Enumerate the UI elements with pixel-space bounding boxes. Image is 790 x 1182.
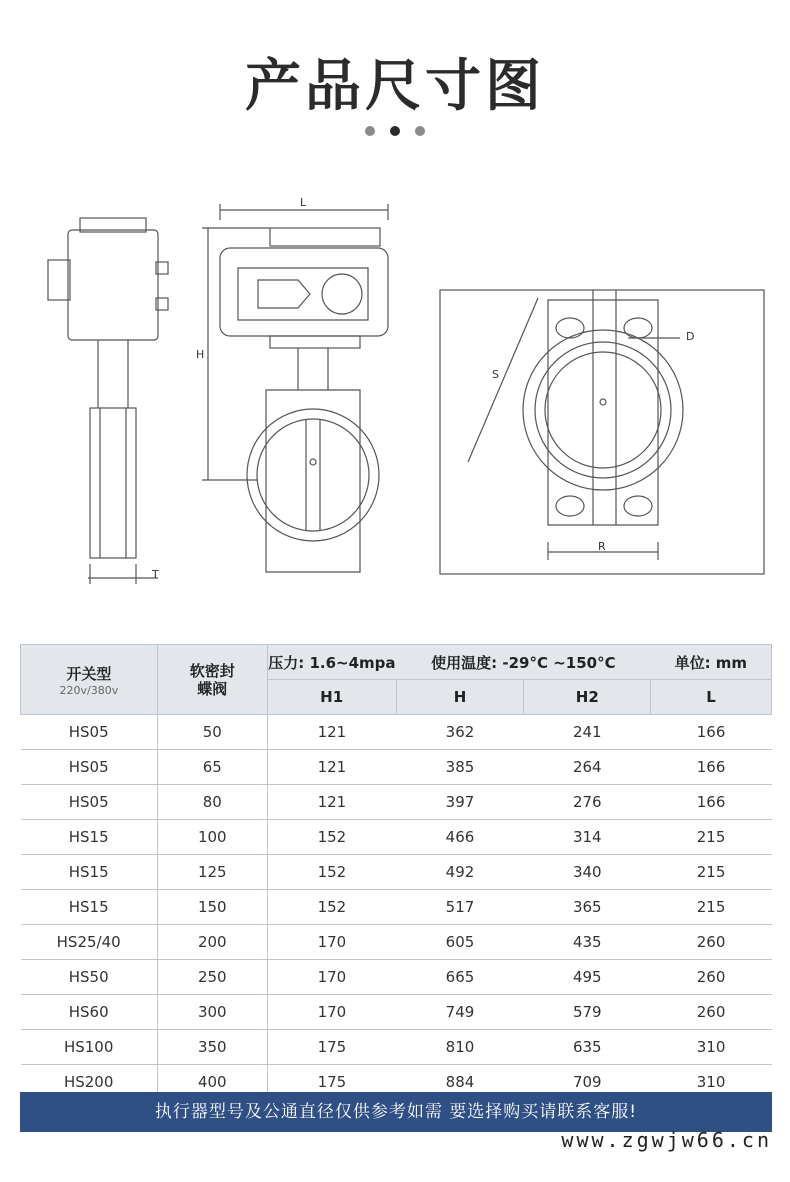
col-h2: H2 xyxy=(524,680,651,715)
cell-model: HS05 xyxy=(21,715,158,750)
header-model-label: 开关型 xyxy=(66,664,112,683)
cell-dn: 150 xyxy=(157,890,267,925)
cell-h1: 152 xyxy=(267,890,396,925)
table-row xyxy=(21,1030,772,1065)
dot xyxy=(415,126,425,136)
cell-h: 362 xyxy=(396,715,524,750)
header-temperature: 使用温度: -29°C ~150°C xyxy=(396,645,651,680)
cell-model: HS25/40 xyxy=(21,925,158,960)
cell-h: 492 xyxy=(396,855,524,890)
cell-h: 466 xyxy=(396,820,524,855)
footer-note: 执行器型号及公通直径仅供参考如需 要选择购买请联系客服! xyxy=(20,1092,772,1132)
dot xyxy=(365,126,375,136)
title-dots xyxy=(365,126,425,138)
dim-label-h: H xyxy=(196,348,205,361)
cell-dn: 50 xyxy=(157,715,267,750)
cell-h: 884 xyxy=(396,1065,524,1100)
cell-h2: 579 xyxy=(524,995,651,1030)
dimension-drawing xyxy=(8,180,782,600)
cell-model: HS100 xyxy=(21,1030,158,1065)
dim-label-t: T xyxy=(152,568,159,581)
cell-h2: 365 xyxy=(524,890,651,925)
cell-h1: 170 xyxy=(267,925,396,960)
cell-h: 605 xyxy=(396,925,524,960)
table-row xyxy=(21,715,772,750)
spec-table xyxy=(20,644,772,1100)
table-row xyxy=(21,820,772,855)
header-valve-label: 软密封蝶阀 xyxy=(189,661,235,698)
table-row xyxy=(21,995,772,1030)
col-h: H xyxy=(396,680,524,715)
cell-l: 260 xyxy=(651,995,772,1030)
cell-model: HS60 xyxy=(21,995,158,1030)
col-l: L xyxy=(651,680,772,715)
cell-h: 749 xyxy=(396,995,524,1030)
cell-model: HS05 xyxy=(21,785,158,820)
cell-l: 166 xyxy=(651,750,772,785)
dim-label-l: L xyxy=(300,196,307,209)
cell-l: 166 xyxy=(651,785,772,820)
cell-l: 166 xyxy=(651,715,772,750)
header-model-voltage: 220v/380v xyxy=(59,683,119,697)
front-view xyxy=(202,204,388,572)
cell-model: HS15 xyxy=(21,820,158,855)
cell-l: 310 xyxy=(651,1030,772,1065)
cell-dn: 65 xyxy=(157,750,267,785)
table-row xyxy=(21,890,772,925)
cell-model: HS15 xyxy=(21,855,158,890)
cell-h2: 495 xyxy=(524,960,651,995)
cell-l: 215 xyxy=(651,890,772,925)
cell-h2: 241 xyxy=(524,715,651,750)
side-view xyxy=(48,218,168,584)
header-pressure: 压力: 1.6~4mpa xyxy=(267,645,396,680)
cell-h1: 152 xyxy=(267,855,396,890)
header-model xyxy=(21,645,158,715)
cell-h: 385 xyxy=(396,750,524,785)
header-valve xyxy=(157,645,267,715)
cell-l: 260 xyxy=(651,960,772,995)
cell-model: HS200 xyxy=(21,1065,158,1100)
cell-dn: 350 xyxy=(157,1030,267,1065)
cell-dn: 250 xyxy=(157,960,267,995)
flange-view xyxy=(440,290,764,574)
cell-dn: 300 xyxy=(157,995,267,1030)
cell-h1: 121 xyxy=(267,750,396,785)
cell-h2: 276 xyxy=(524,785,651,820)
col-h1: H1 xyxy=(267,680,396,715)
table-row xyxy=(21,855,772,890)
cell-h2: 264 xyxy=(524,750,651,785)
cell-model: HS05 xyxy=(21,750,158,785)
cell-h2: 435 xyxy=(524,925,651,960)
cell-h: 665 xyxy=(396,960,524,995)
cell-h: 397 xyxy=(396,785,524,820)
cell-dn: 125 xyxy=(157,855,267,890)
cell-h1: 170 xyxy=(267,960,396,995)
table-row xyxy=(21,960,772,995)
cell-l: 215 xyxy=(651,820,772,855)
cell-h2: 340 xyxy=(524,855,651,890)
table-row xyxy=(21,750,772,785)
watermark: www.zgwjw66.cn xyxy=(561,1128,772,1152)
cell-l: 260 xyxy=(651,925,772,960)
cell-l: 215 xyxy=(651,855,772,890)
cell-h2: 314 xyxy=(524,820,651,855)
cell-h2: 709 xyxy=(524,1065,651,1100)
cell-h1: 121 xyxy=(267,785,396,820)
page-title: 产品尺寸图 xyxy=(245,54,545,119)
cell-h: 517 xyxy=(396,890,524,925)
cell-h: 810 xyxy=(396,1030,524,1065)
cell-h1: 175 xyxy=(267,1065,396,1100)
cell-dn: 100 xyxy=(157,820,267,855)
dim-label-d: D xyxy=(686,330,695,343)
cell-h2: 635 xyxy=(524,1030,651,1065)
cell-h1: 170 xyxy=(267,995,396,1030)
table-row xyxy=(21,785,772,820)
dot-active xyxy=(390,126,400,136)
cell-h1: 152 xyxy=(267,820,396,855)
cell-l: 310 xyxy=(651,1065,772,1100)
cell-h1: 175 xyxy=(267,1030,396,1065)
cell-dn: 80 xyxy=(157,785,267,820)
cell-model: HS50 xyxy=(21,960,158,995)
table-row xyxy=(21,925,772,960)
cell-h1: 121 xyxy=(267,715,396,750)
dim-label-s: S xyxy=(492,368,499,381)
dim-label-r: R xyxy=(598,540,606,553)
cell-dn: 400 xyxy=(157,1065,267,1100)
cell-model: HS15 xyxy=(21,890,158,925)
cell-dn: 200 xyxy=(157,925,267,960)
header-unit: 单位: mm xyxy=(651,645,772,680)
